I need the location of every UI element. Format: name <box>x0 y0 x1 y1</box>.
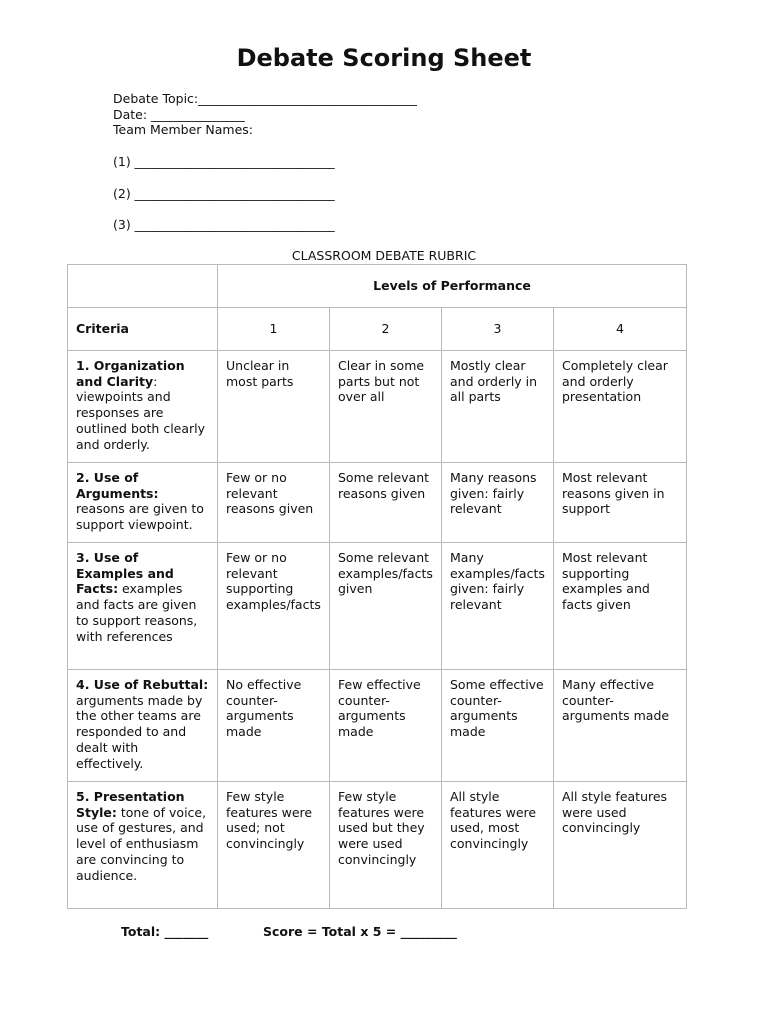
score-cell-3: Mostly clear and orderly in all parts <box>442 351 554 463</box>
criterion-title-suffix: : <box>153 373 158 389</box>
table-row <box>68 463 687 543</box>
total-field: Total: _______ <box>121 924 209 939</box>
score-cell-2: Clear in some parts but not over all <box>330 351 442 463</box>
criterion-cell <box>68 782 218 909</box>
criterion-description: arguments made by the other teams are responded to and dealt with effectively. <box>76 692 203 771</box>
level-4-header: 4 <box>554 308 687 351</box>
criterion-description: reasons are given to support viewpoint. <box>76 501 204 533</box>
table-row <box>68 670 687 782</box>
team-member-1-field: (1) ________________________________ <box>113 154 335 169</box>
score-cell-1: Few or no relevant reasons given <box>218 463 330 543</box>
levels-header-row <box>68 265 687 308</box>
score-cell-3: Many reasons given: fairly relevant <box>442 463 554 543</box>
table-row <box>68 543 687 670</box>
score-cell-2: Some relevant reasons given <box>330 463 442 543</box>
level-3-header: 3 <box>442 308 554 351</box>
table-row <box>68 782 687 909</box>
level-1-header: 1 <box>218 308 330 351</box>
criterion-description: viewpoints and responses are outlined both clearly and orderly. <box>76 389 206 452</box>
date-field: Date: _______________ <box>113 107 245 122</box>
criteria-header-row <box>68 308 687 351</box>
score-cell-3: Many examples/facts given: fairly relevant <box>442 543 554 670</box>
table-row <box>68 351 687 463</box>
empty-header-cell <box>68 265 218 308</box>
score-cell-4: Completely clear and orderly presentation <box>554 351 687 463</box>
score-cell-1: Few or no relevant supporting examples/facts <box>218 543 330 670</box>
score-cell-4: Most relevant supporting examples and facts given <box>554 543 687 670</box>
criterion-title: 1. Organization and Clarity <box>76 358 185 389</box>
score-field: Score = Total x 5 = _________ <box>263 924 457 939</box>
score-cell-4: Many effective counter-arguments made <box>554 670 687 782</box>
score-cell-4: Most relevant reasons given in support <box>554 463 687 543</box>
score-cell-1: Unclear in most parts <box>218 351 330 463</box>
score-cell-2: Some relevant examples/facts given <box>330 543 442 670</box>
criterion-title: 2. Use of Arguments: <box>76 470 159 501</box>
criterion-cell <box>68 351 218 463</box>
criterion-cell <box>68 463 218 543</box>
score-cell-3: All style features were used, most convincingly <box>442 782 554 909</box>
criteria-header: Criteria <box>68 308 218 351</box>
score-cell-2: Few style features were used but they were used convincingly <box>330 782 442 909</box>
criterion-description: examples and facts are given to support reasons, with references <box>76 581 198 644</box>
score-cell-4: All style features were used convincingly <box>554 782 687 909</box>
team-member-3-field: (3) ________________________________ <box>113 217 335 232</box>
criterion-title: 3. Use of Examples and Facts: <box>76 550 174 597</box>
team-member-2-field: (2) ________________________________ <box>113 186 335 201</box>
criterion-title: 4. Use of Rebuttal: <box>76 677 209 692</box>
team-members-label: Team Member Names: <box>113 122 254 137</box>
criterion-title: 5. Presentation Style: <box>76 789 185 820</box>
criterion-cell <box>68 543 218 670</box>
level-2-header: 2 <box>330 308 442 351</box>
score-cell-3: Some effective counter-arguments made <box>442 670 554 782</box>
rubric-caption: CLASSROOM DEBATE RUBRIC <box>291 248 477 263</box>
criterion-description: tone of voice, use of gestures, and level of enthusiasm are convincing to audience. <box>76 804 207 883</box>
debate-topic-field: Debate Topic:___________________________________ <box>113 91 417 106</box>
page-title: Debate Scoring Sheet <box>236 44 532 72</box>
criterion-cell <box>68 670 218 782</box>
score-cell-2: Few effective counter-arguments made <box>330 670 442 782</box>
score-cell-1: Few style features were used; not convincingly <box>218 782 330 909</box>
rubric-table <box>67 264 687 909</box>
score-cell-1: No effective counter-arguments made <box>218 670 330 782</box>
levels-header: Levels of Performance <box>218 265 687 308</box>
